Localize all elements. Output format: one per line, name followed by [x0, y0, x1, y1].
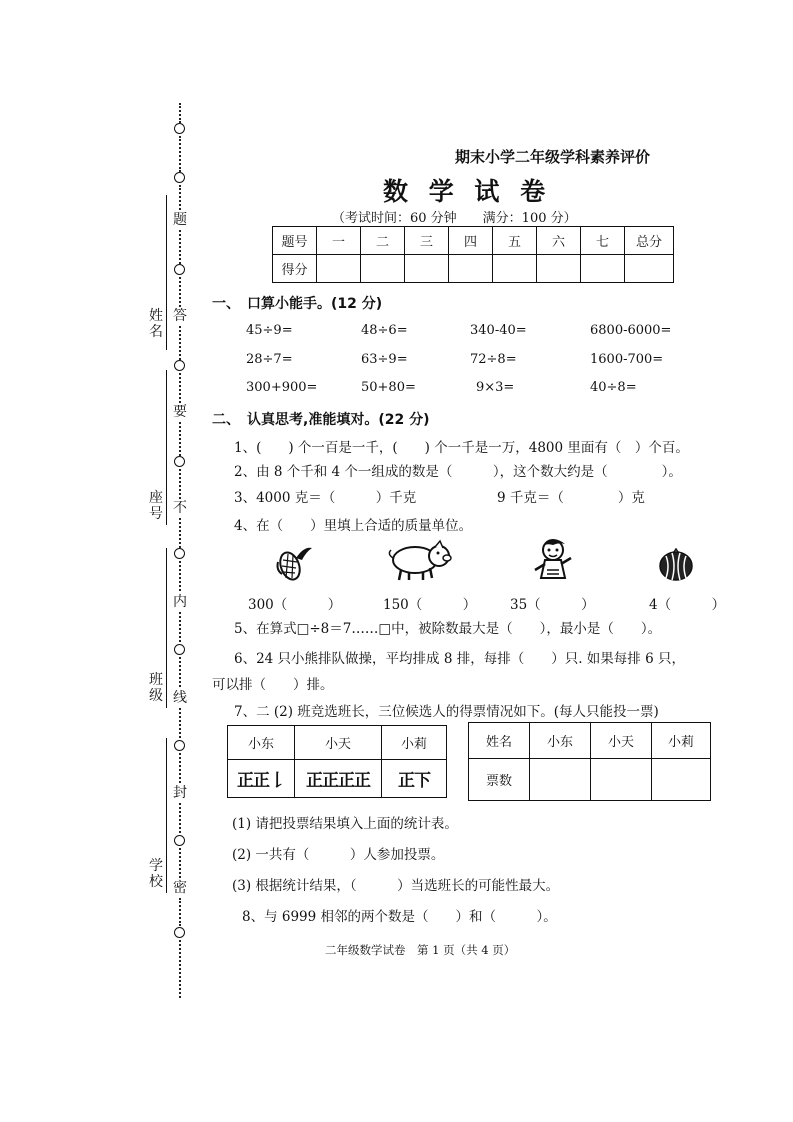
binding-hole: [174, 835, 185, 846]
score-header: 二: [361, 227, 405, 255]
calc-item: 300+900=: [246, 380, 318, 395]
calc-item: 28÷7=: [246, 352, 293, 367]
calc-item: 9×3=: [476, 380, 515, 395]
name-label: 姓名: [149, 308, 163, 340]
exam-info: （考试时间：60 分钟 满分：100 分）: [332, 211, 577, 226]
score-header: 七: [581, 227, 625, 255]
question-3b: 9 千克＝（ ）克: [497, 490, 645, 506]
question-7-3: (3) 根据统计结果，（ ）当选班长的可能性最大。: [232, 878, 560, 894]
score-table: [272, 226, 674, 283]
q4-answer-corn[interactable]: 300（ ）: [248, 597, 342, 613]
calc-item: 45÷9=: [246, 323, 293, 338]
exam-title: 数 学 试 卷: [383, 177, 552, 206]
stat-cell[interactable]: [591, 759, 652, 801]
section1-heading: 一、 口算小能手。(12 分): [212, 296, 383, 312]
calc-item: 63÷9=: [361, 352, 408, 367]
stat-header: 姓名: [469, 723, 530, 759]
binding-hole: [174, 360, 185, 371]
seal-char: 密: [173, 880, 187, 896]
calc-item: 340-40=: [470, 323, 527, 338]
section2-heading: 二、 认真思考,准能填对。(22 分): [212, 412, 430, 428]
question-2: 2、由 8 个千和 4 个一组成的数是（ ），这个数大约是（ ）。: [234, 464, 682, 480]
page-footer: 二年级数学试卷 第 1 页（共 4 页）: [325, 943, 516, 957]
score-row-label: 得分: [273, 255, 317, 283]
calc-item: 50+80=: [361, 380, 416, 395]
score-cell[interactable]: [581, 255, 625, 283]
question-1: 1、( ) 个一百是一千，( ) 个一千是一万，4800 里面有（ ）个百。: [234, 440, 689, 456]
score-cell[interactable]: [449, 255, 493, 283]
calc-item: 72÷8=: [470, 352, 517, 367]
tally-name: 小莉: [382, 726, 447, 760]
class-write-line[interactable]: [166, 548, 167, 708]
calc-item: 40÷8=: [590, 380, 637, 395]
pig-icon: [385, 538, 455, 582]
question-4: 4、在（ ）里填上合适的质量单位。: [234, 518, 473, 534]
score-cell[interactable]: [317, 255, 361, 283]
question-6-line2: 可以排（ ）排。: [212, 677, 334, 693]
q4-answer-watermelon[interactable]: 4（ ）: [649, 597, 726, 613]
seal-char: 内: [173, 594, 187, 610]
binding-hole: [174, 927, 185, 938]
tally-marks: 正正𠄌: [228, 760, 295, 798]
score-header: 五: [493, 227, 537, 255]
question-7: 7、二 (2) 班竞选班长，三位候选人的得票情况如下。(每人只能投一票): [234, 704, 659, 720]
seat-label: 座号: [149, 490, 163, 522]
calc-item: 6800-6000=: [590, 323, 672, 338]
question-6-line1: 6、24 只小熊排队做操，平均排成 8 排，每排（ ）只. 如果每排 6 只，: [234, 651, 685, 667]
score-header: 一: [317, 227, 361, 255]
score-header: 题号: [273, 227, 317, 255]
seal-char: 要: [173, 404, 187, 420]
exam-subtitle: 期末小学二年级学科素养评价: [455, 148, 651, 166]
stat-header: 小天: [591, 723, 652, 759]
calc-item: 1600-700=: [590, 352, 664, 367]
seal-char: 不: [173, 500, 187, 516]
question-7-2: (2) 一共有（ ）人参加投票。: [232, 847, 445, 863]
stat-header: 小东: [530, 723, 591, 759]
name-write-line[interactable]: [166, 195, 167, 350]
tally-table: [227, 725, 447, 798]
binding-hole: [174, 264, 185, 275]
seal-char: 线: [173, 690, 187, 706]
score-header: 三: [405, 227, 449, 255]
score-cell[interactable]: [361, 255, 405, 283]
seal-char: 封: [173, 785, 187, 801]
seat-write-line[interactable]: [166, 370, 167, 525]
school-label: 学校: [149, 858, 163, 890]
binding-hole: [174, 548, 185, 559]
stat-cell[interactable]: [652, 759, 711, 801]
binding-hole: [174, 644, 185, 655]
stat-cell[interactable]: [530, 759, 591, 801]
score-header: 总分: [625, 227, 674, 255]
binding-hole: [174, 456, 185, 467]
score-cell[interactable]: [537, 255, 581, 283]
score-cell[interactable]: [405, 255, 449, 283]
tally-name: 小天: [295, 726, 382, 760]
seal-char: 题: [173, 212, 187, 228]
school-write-line[interactable]: [166, 738, 167, 893]
tally-name: 小东: [228, 726, 295, 760]
question-8: 8、与 6999 相邻的两个数是（ ）和（ ）。: [242, 909, 557, 925]
binding-hole: [174, 740, 185, 751]
score-header: 四: [449, 227, 493, 255]
seal-char: 答: [173, 308, 187, 324]
score-cell[interactable]: [493, 255, 537, 283]
score-header: 六: [537, 227, 581, 255]
stat-row-label: 票数: [469, 759, 530, 801]
question-7-1: (1) 请把投票结果填入上面的统计表。: [232, 816, 458, 832]
stat-header: 小莉: [652, 723, 711, 759]
binding-hole: [174, 123, 185, 134]
tally-marks: 正正正正: [295, 760, 382, 798]
stat-table: [468, 722, 711, 801]
question-3a: 3、4000 克＝（ ）千克: [234, 490, 417, 506]
tally-marks: 正下: [382, 760, 447, 798]
class-label: 班级: [149, 672, 163, 704]
score-cell[interactable]: [625, 255, 674, 283]
q4-answer-child[interactable]: 35（ ）: [510, 597, 595, 613]
question-5: 5、在算式□÷8＝7……□中，被除数最大是（ ），最小是（ ）。: [234, 621, 662, 637]
binding-hole: [174, 172, 185, 183]
q4-answer-pig[interactable]: 150（ ）: [383, 597, 477, 613]
child-icon: [531, 536, 577, 584]
corn-icon: [270, 540, 314, 584]
watermelon-icon: [658, 548, 694, 582]
calc-item: 48÷6=: [361, 323, 408, 338]
